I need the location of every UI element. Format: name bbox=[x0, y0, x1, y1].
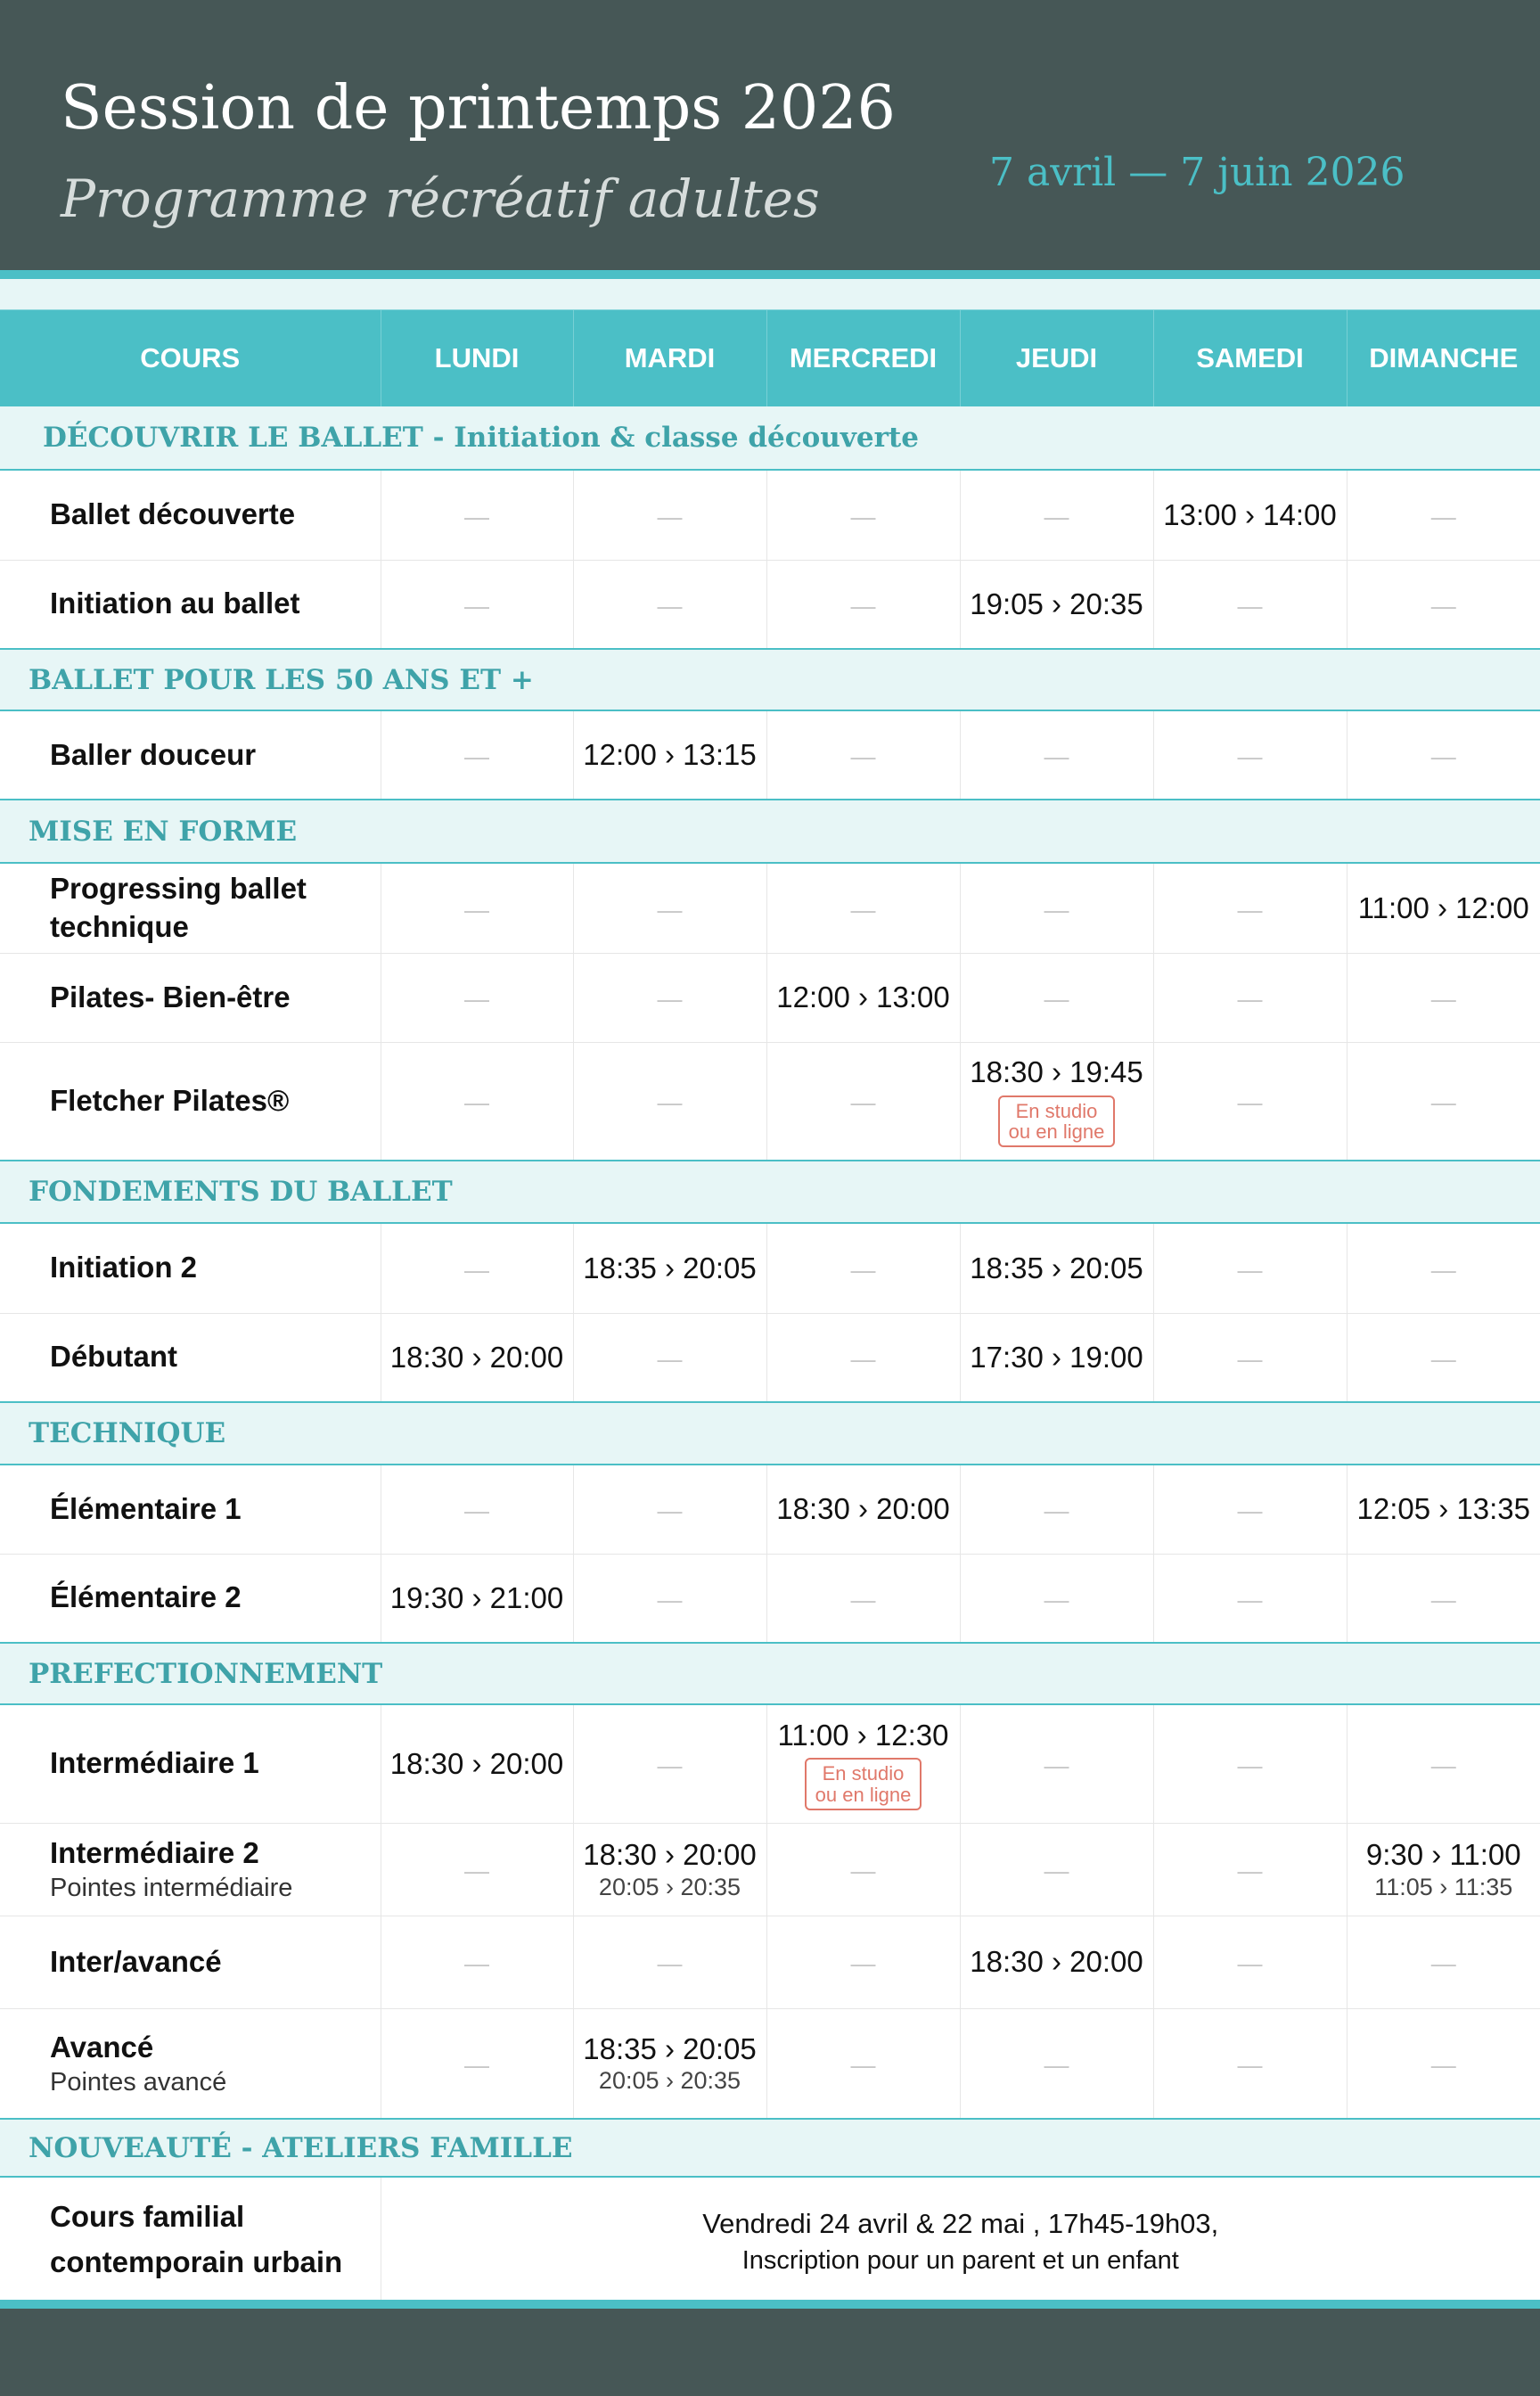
schedule-cell bbox=[766, 560, 960, 649]
schedule-cell bbox=[1347, 1465, 1540, 1554]
schedule-cell bbox=[766, 953, 960, 1042]
empty-slot: — bbox=[1237, 591, 1263, 620]
time-slot: 19:30 › 21:00 bbox=[389, 1580, 564, 1614]
time-slot: 12:05 › 13:35 bbox=[1356, 1492, 1530, 1526]
course-cell bbox=[0, 1554, 381, 1643]
empty-slot: — bbox=[850, 1255, 876, 1284]
course-cell bbox=[0, 2008, 381, 2119]
schedule-cell bbox=[381, 1554, 573, 1643]
schedule-cell bbox=[766, 1042, 960, 1161]
empty-slot: — bbox=[464, 743, 489, 770]
schedule-cell bbox=[1347, 1704, 1540, 1823]
course-cell bbox=[0, 1223, 381, 1313]
course-name: Progressing ballet technique bbox=[50, 871, 307, 943]
course-cell bbox=[0, 1704, 381, 1823]
schedule-cell bbox=[573, 1554, 766, 1643]
time-slot: 18:30 › 20:00 bbox=[776, 1492, 950, 1526]
badge-line: ou en ligne bbox=[815, 1783, 912, 1806]
schedule-cell bbox=[960, 1313, 1153, 1402]
course-name: Élémentaire 1 bbox=[50, 1491, 242, 1525]
course-name: Pilates- Bien-être bbox=[50, 980, 291, 1013]
time-slot: 18:30 › 20:00 bbox=[389, 1340, 564, 1374]
empty-slot: — bbox=[850, 502, 876, 530]
time-slot: 12:00 › 13:15 bbox=[583, 738, 757, 772]
empty-slot: — bbox=[1430, 1255, 1456, 1284]
section-header-row bbox=[0, 1402, 1540, 1465]
empty-slot: — bbox=[1430, 1344, 1456, 1373]
empty-slot: — bbox=[1430, 2050, 1456, 2079]
course-name: Initiation 2 bbox=[50, 1251, 197, 1284]
schedule-cell bbox=[573, 710, 766, 800]
empty-slot: — bbox=[1430, 502, 1456, 530]
schedule-cell bbox=[381, 1223, 573, 1313]
empty-slot: — bbox=[657, 502, 683, 530]
section-title: PREFECTIONNEMENT bbox=[0, 1643, 1540, 1704]
schedule-cell bbox=[1153, 1916, 1347, 2008]
schedule-cell bbox=[766, 1704, 960, 1823]
section-title: MISE EN FORME bbox=[0, 800, 1540, 863]
schedule-cell bbox=[960, 1223, 1153, 1313]
empty-slot: — bbox=[1237, 1857, 1263, 1884]
badge-line: ou en ligne bbox=[1008, 1120, 1105, 1144]
table-row bbox=[0, 1554, 1540, 1643]
time-slot: 11:00 › 12:30 bbox=[777, 1718, 949, 1752]
schedule-cell bbox=[960, 2008, 1153, 2119]
course-cell bbox=[0, 710, 381, 800]
empty-slot: — bbox=[1237, 1751, 1263, 1779]
empty-slot: — bbox=[850, 591, 876, 620]
badge-line: En studio bbox=[822, 1762, 905, 1785]
schedule-cell bbox=[766, 710, 960, 800]
schedule-cell bbox=[573, 1042, 766, 1161]
empty-slot: — bbox=[657, 1751, 683, 1779]
schedule-cell bbox=[381, 1465, 573, 1554]
col-header-mardi: MARDI bbox=[573, 310, 766, 407]
empty-slot: — bbox=[1430, 985, 1456, 1013]
schedule-cell bbox=[960, 560, 1153, 649]
table-row bbox=[0, 2177, 1540, 2301]
schedule-cell bbox=[1347, 1916, 1540, 2008]
session-dates: 7 avril — 7 juin 2026 bbox=[989, 150, 1405, 195]
table-row bbox=[0, 1313, 1540, 1402]
time-slot: 18:30 › 20:00 bbox=[970, 1945, 1143, 1979]
col-header-mercredi: MERCREDI bbox=[766, 310, 960, 407]
schedule-cell bbox=[381, 470, 573, 560]
schedule-cell bbox=[573, 1223, 766, 1313]
schedule-cell bbox=[960, 1042, 1153, 1161]
studio-online-badge bbox=[805, 1758, 922, 1809]
empty-slot: — bbox=[464, 1088, 489, 1117]
schedule-cell bbox=[1153, 1823, 1347, 1916]
schedule-cell bbox=[573, 953, 766, 1042]
course-name: Ballet découverte bbox=[50, 497, 296, 531]
schedule-cell bbox=[573, 863, 766, 953]
empty-slot: — bbox=[850, 1344, 876, 1373]
time-slot: 17:30 › 19:00 bbox=[970, 1340, 1143, 1374]
schedule-cell bbox=[1347, 1042, 1540, 1161]
section-title: FONDEMENTS DU BALLET bbox=[0, 1161, 1540, 1223]
schedule-cell bbox=[1347, 1313, 1540, 1402]
schedule-cell bbox=[960, 1465, 1153, 1554]
time-slot: 19:05 › 20:35 bbox=[970, 587, 1143, 620]
schedule-cell bbox=[960, 470, 1153, 560]
schedule-cell bbox=[1153, 863, 1347, 953]
schedule-cell bbox=[960, 1704, 1153, 1823]
schedule-cell bbox=[381, 1042, 573, 1161]
schedule-cell bbox=[1347, 560, 1540, 649]
empty-slot: — bbox=[464, 1857, 489, 1884]
schedule-cell bbox=[381, 710, 573, 800]
section-header-row bbox=[0, 800, 1540, 863]
page-subtitle: Programme récréatif adultes bbox=[61, 168, 820, 229]
course-name: Cours familial bbox=[50, 2199, 245, 2233]
table-row bbox=[0, 953, 1540, 1042]
empty-slot: — bbox=[464, 985, 489, 1013]
schedule-cell bbox=[381, 1313, 573, 1402]
course-name: Intermédiaire 1 bbox=[50, 1746, 259, 1780]
schedule-cell bbox=[381, 863, 573, 953]
schedule-cell bbox=[1153, 1554, 1347, 1643]
section-header-row bbox=[0, 649, 1540, 710]
schedule-cell bbox=[766, 470, 960, 560]
empty-slot: — bbox=[1430, 1088, 1456, 1117]
schedule-cell bbox=[573, 2008, 766, 2119]
empty-slot: — bbox=[1237, 1497, 1263, 1525]
col-header-dimanche: DIMANCHE bbox=[1347, 310, 1540, 407]
table-row bbox=[0, 470, 1540, 560]
time-slot: 18:35 › 20:05 bbox=[970, 1251, 1143, 1284]
schedule-cell bbox=[1153, 2008, 1347, 2119]
col-header-jeudi: JEUDI bbox=[960, 310, 1153, 407]
course-cell bbox=[0, 1042, 381, 1161]
schedule-cell bbox=[1347, 470, 1540, 560]
schedule-cell bbox=[1347, 863, 1540, 953]
empty-slot: — bbox=[464, 1497, 489, 1525]
empty-slot: — bbox=[1044, 1585, 1069, 1613]
schedule-cell bbox=[1347, 710, 1540, 800]
empty-slot: — bbox=[464, 895, 489, 923]
table-row bbox=[0, 1223, 1540, 1313]
course-cell bbox=[0, 2177, 381, 2301]
secondary-time-slot: 20:05 › 20:35 bbox=[598, 2067, 741, 2095]
empty-slot: — bbox=[464, 1255, 489, 1284]
family-workshop-cell bbox=[381, 2177, 1540, 2301]
schedule-cell bbox=[381, 2008, 573, 2119]
empty-slot: — bbox=[1237, 895, 1263, 923]
empty-slot: — bbox=[1237, 985, 1263, 1013]
empty-slot: — bbox=[1237, 743, 1263, 770]
schedule-cell bbox=[766, 1554, 960, 1643]
section-title: NOUVEAUTÉ - ATELIERS FAMILLE bbox=[0, 2119, 1540, 2177]
empty-slot: — bbox=[850, 743, 876, 770]
course-cell bbox=[0, 1916, 381, 2008]
schedule-cell bbox=[766, 1223, 960, 1313]
schedule-cell bbox=[573, 1704, 766, 1823]
empty-slot: — bbox=[657, 591, 683, 620]
course-cell bbox=[0, 1823, 381, 1916]
schedule-cell bbox=[1153, 560, 1347, 649]
empty-slot: — bbox=[657, 1949, 683, 1977]
schedule-table bbox=[0, 309, 1540, 2302]
time-slot: 11:00 › 12:00 bbox=[1357, 890, 1529, 924]
course-name: Fletcher Pilates® bbox=[50, 1083, 290, 1117]
course-name: Avancé bbox=[50, 2030, 154, 2064]
schedule-cell bbox=[766, 1823, 960, 1916]
schedule-cell bbox=[960, 1554, 1153, 1643]
empty-slot: — bbox=[850, 1088, 876, 1117]
schedule-cell bbox=[573, 560, 766, 649]
schedule-cell bbox=[1153, 1704, 1347, 1823]
schedule-cell bbox=[1153, 470, 1347, 560]
section-header-row bbox=[0, 1643, 1540, 1704]
table-row bbox=[0, 1465, 1540, 1554]
schedule-cell bbox=[766, 863, 960, 953]
section-title: BALLET POUR LES 50 ANS ET + bbox=[0, 649, 1540, 710]
secondary-time-slot: 11:05 › 11:35 bbox=[1374, 1873, 1513, 1900]
time-slot: 18:30 › 20:00 bbox=[389, 1746, 564, 1780]
table-row bbox=[0, 560, 1540, 649]
empty-slot: — bbox=[1044, 1751, 1069, 1779]
badge-line: En studio bbox=[1015, 1099, 1098, 1122]
col-header-samedi: SAMEDI bbox=[1153, 310, 1347, 407]
table-header-row bbox=[0, 310, 1540, 407]
schedule-cell bbox=[1153, 1313, 1347, 1402]
course-cell bbox=[0, 470, 381, 560]
time-slot: 18:30 › 19:45 bbox=[970, 1055, 1143, 1089]
empty-slot: — bbox=[1237, 1949, 1263, 1977]
empty-slot: — bbox=[657, 1088, 683, 1117]
schedule-cell bbox=[1153, 1042, 1347, 1161]
section-header-row bbox=[0, 2119, 1540, 2177]
section-title: DÉCOUVRIR LE BALLET - Initiation & classe découverte bbox=[0, 406, 1540, 470]
course-cell bbox=[0, 1465, 381, 1554]
secondary-time-slot: 20:05 › 20:35 bbox=[598, 1873, 741, 1900]
empty-slot: — bbox=[1430, 591, 1456, 620]
header-light-band bbox=[0, 279, 1540, 309]
empty-slot: — bbox=[657, 1344, 683, 1373]
empty-slot: — bbox=[1044, 1857, 1069, 1884]
empty-slot: — bbox=[850, 895, 876, 923]
empty-slot: — bbox=[1430, 743, 1456, 770]
empty-slot: — bbox=[657, 1585, 683, 1613]
schedule-cell bbox=[766, 1313, 960, 1402]
empty-slot: — bbox=[657, 895, 683, 923]
time-slot: 18:35 › 20:05 bbox=[583, 2031, 757, 2065]
empty-slot: — bbox=[850, 1949, 876, 1977]
header-accent-band bbox=[0, 270, 1540, 279]
schedule-cell bbox=[1347, 2008, 1540, 2119]
schedule-cell bbox=[960, 953, 1153, 1042]
course-subtitle: Pointes avancé bbox=[50, 2067, 227, 2096]
course-name: Baller douceur bbox=[50, 737, 257, 771]
page-footer bbox=[0, 2309, 1540, 2396]
course-name: Intermédiaire 2 bbox=[50, 1836, 259, 1870]
schedule-cell bbox=[766, 1916, 960, 2008]
empty-slot: — bbox=[657, 985, 683, 1013]
family-workshop-note: Inscription pour un parent et un enfant bbox=[741, 2246, 1179, 2276]
course-name: Initiation au ballet bbox=[50, 587, 300, 620]
course-name: Débutant bbox=[50, 1340, 177, 1374]
empty-slot: — bbox=[657, 1497, 683, 1525]
empty-slot: — bbox=[1430, 1949, 1456, 1977]
table-row bbox=[0, 1823, 1540, 1916]
table-row bbox=[0, 1042, 1540, 1161]
empty-slot: — bbox=[1044, 1497, 1069, 1525]
schedule-cell bbox=[960, 710, 1153, 800]
empty-slot: — bbox=[1237, 2050, 1263, 2079]
course-name-line2: contemporain urbain bbox=[50, 2244, 343, 2278]
time-slot: 18:35 › 20:05 bbox=[583, 1251, 757, 1284]
schedule-cell bbox=[381, 560, 573, 649]
empty-slot: — bbox=[464, 591, 489, 620]
col-header-lundi: LUNDI bbox=[381, 310, 573, 407]
schedule-cell bbox=[960, 863, 1153, 953]
time-slot: 9:30 › 11:00 bbox=[1365, 1838, 1521, 1871]
schedule-cell bbox=[381, 1823, 573, 1916]
empty-slot: — bbox=[850, 1857, 876, 1884]
course-subtitle: Pointes intermédiaire bbox=[50, 1874, 293, 1903]
table-row bbox=[0, 2008, 1540, 2119]
empty-slot: — bbox=[464, 502, 489, 530]
studio-online-badge bbox=[998, 1095, 1116, 1147]
table-row bbox=[0, 863, 1540, 953]
empty-slot: — bbox=[1044, 895, 1069, 923]
schedule-cell bbox=[573, 1823, 766, 1916]
schedule-cell bbox=[960, 1916, 1153, 2008]
table-row bbox=[0, 1704, 1540, 1823]
schedule-cell bbox=[1153, 953, 1347, 1042]
empty-slot: — bbox=[1430, 1751, 1456, 1779]
schedule-cell bbox=[1347, 1823, 1540, 1916]
family-workshop-dates: Vendredi 24 avril & 22 mai , 17h45-19h03, bbox=[702, 2208, 1219, 2240]
schedule-cell bbox=[573, 470, 766, 560]
empty-slot: — bbox=[464, 1949, 489, 1977]
schedule-cell bbox=[766, 1465, 960, 1554]
time-slot: 18:30 › 20:00 bbox=[583, 1838, 757, 1871]
section-header-row bbox=[0, 1161, 1540, 1223]
schedule-cell bbox=[381, 953, 573, 1042]
empty-slot: — bbox=[850, 2050, 876, 2079]
empty-slot: — bbox=[1237, 1255, 1263, 1284]
col-header-cours: COURS bbox=[0, 310, 381, 407]
empty-slot: — bbox=[1237, 1585, 1263, 1613]
footer-accent-band bbox=[0, 2300, 1540, 2309]
course-cell bbox=[0, 560, 381, 649]
schedule-cell bbox=[960, 1823, 1153, 1916]
empty-slot: — bbox=[1044, 2050, 1069, 2079]
schedule-cell bbox=[1347, 953, 1540, 1042]
course-cell bbox=[0, 953, 381, 1042]
course-cell bbox=[0, 1313, 381, 1402]
course-name: Élémentaire 2 bbox=[50, 1580, 242, 1614]
schedule-cell bbox=[1153, 710, 1347, 800]
table-row bbox=[0, 1916, 1540, 2008]
empty-slot: — bbox=[1237, 1088, 1263, 1117]
empty-slot: — bbox=[850, 1585, 876, 1613]
schedule-cell bbox=[1153, 1223, 1347, 1313]
time-slot: 13:00 › 14:00 bbox=[1163, 497, 1337, 531]
schedule-cell bbox=[1153, 1465, 1347, 1554]
time-slot: 12:00 › 13:00 bbox=[776, 981, 950, 1014]
course-cell bbox=[0, 863, 381, 953]
section-header-row bbox=[0, 406, 1540, 470]
course-name: Inter/avancé bbox=[50, 1944, 222, 1978]
schedule-cell bbox=[381, 1916, 573, 2008]
page-title: Session de printemps 2026 bbox=[61, 73, 896, 144]
empty-slot: — bbox=[1044, 985, 1069, 1013]
empty-slot: — bbox=[464, 2050, 489, 2079]
schedule-cell bbox=[766, 2008, 960, 2119]
schedule-cell bbox=[573, 1465, 766, 1554]
schedule-cell bbox=[381, 1704, 573, 1823]
schedule-cell bbox=[1347, 1554, 1540, 1643]
empty-slot: — bbox=[1044, 502, 1069, 530]
table-row bbox=[0, 710, 1540, 800]
empty-slot: — bbox=[1237, 1344, 1263, 1373]
schedule-cell bbox=[573, 1916, 766, 2008]
empty-slot: — bbox=[1430, 1585, 1456, 1613]
empty-slot: — bbox=[1044, 743, 1069, 770]
schedule-cell bbox=[1347, 1223, 1540, 1313]
section-title: TECHNIQUE bbox=[0, 1402, 1540, 1465]
page-header bbox=[0, 0, 1540, 270]
schedule-cell bbox=[573, 1313, 766, 1402]
